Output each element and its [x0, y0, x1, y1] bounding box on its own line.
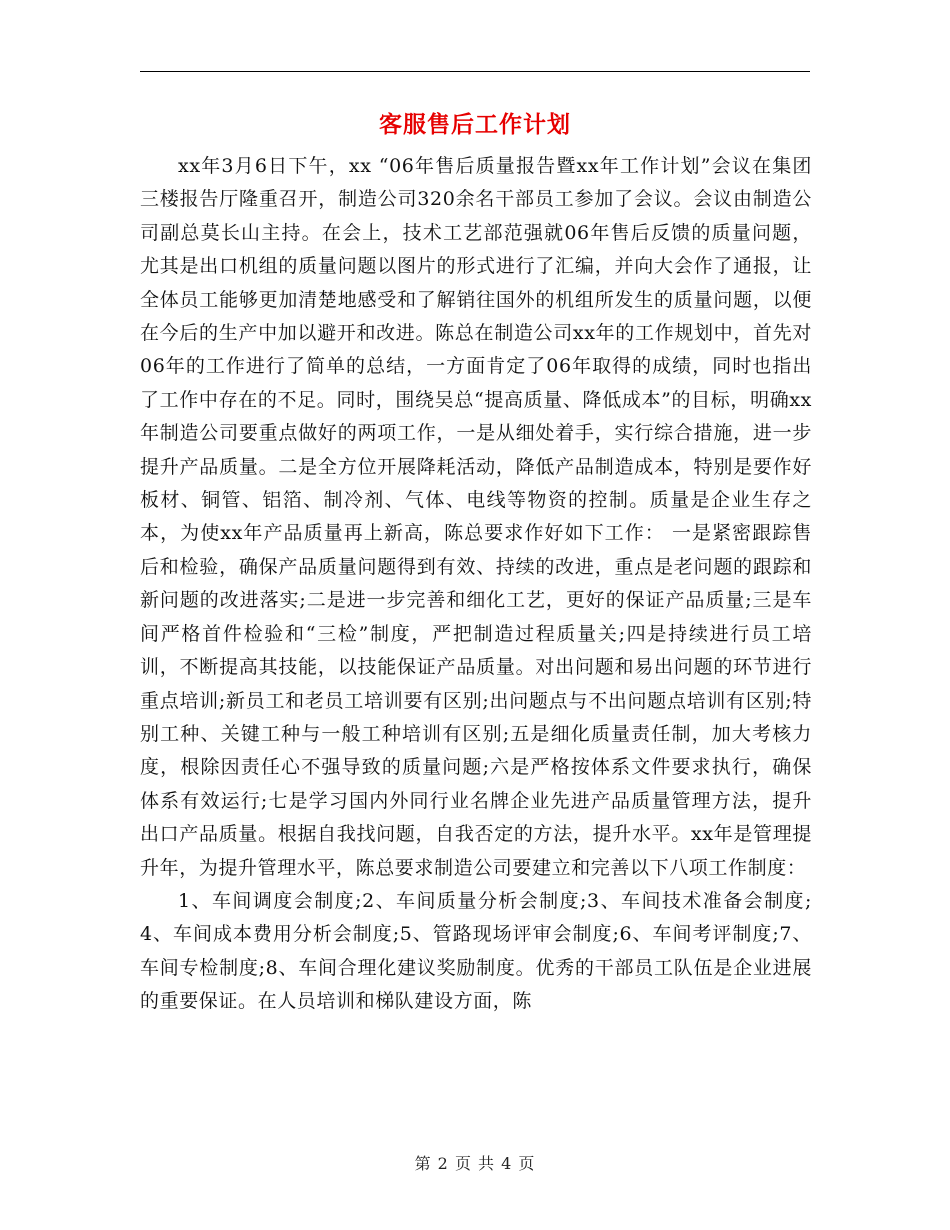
- header-rule: [140, 71, 810, 72]
- body-paragraph-1: xx年3月6日下午，xx “06年售后质量报告暨xx年工作计划”会议在集团三楼报告厅隆重召开，制造公司320余名干部员工参加了会议。会议由制造公司副总莫长山主持。在会上，技术工艺部范强就06年售后反馈的质量问题，尤其是出口机组的质量问题以图片的形式进行了汇编，并向大会作了通报，让全体员工能够更加清楚地感受和了解销往国外的机组所发生的质量问题，以便在今后的生产中加以避开和改进。陈总在制造公司xx年的工作规划中，首先对06年的工作进行了简单的总结，一方面肯定了06年取得的成绩，同时也指出了工作中存在的不足。同时，围绕吴总“提高质量、降低成本”的目标，明确xx年制造公司要重点做好的两项工作，一是从细处着手，实行综合措施，进一步提升产品质量。二是全方位开展降耗活动，降低产品制造成本，特别是要作好板材、铜管、铝箔、制冷剂、气体、电线等物资的控制。质量是企业生存之本，为使xx年产品质量再上新高，陈总要求作好如下工作： 一是紧密跟踪售后和检验，确保产品质量问题得到有效、持续的改进，重点是老问题的跟踪和新问题的改进落实;二是进一步完善和细化工艺，更好的保证产品质量;三是车间严格首件检验和“三检”制度，严把制造过程质量关;四是持续进行员工培训，不断提高其技能，以技能保证产品质量。对出问题和易出问题的环节进行重点培训;新员工和老员工培训要有区别;出问题点与不出问题点培训有区别;特别工种、关键工种与一般工种培训有区别;五是细化质量责任制，加大考核力度，根除因责任心不强导致的质量问题;六是严格按体系文件要求执行，确保体系有效运行;七是学习国内外同行业名牌企业先进产品质量管理方法，提升出口产品质量。根据自我找问题，自我否定的方法，提升水平。xx年是管理提升年，为提升管理水平，陈总要求制造公司要建立和完善以下八项工作制度：: [140, 155, 812, 879]
- document-title: 客服售后工作计划: [379, 111, 571, 138]
- page-number-footer: 第 2 页 共 4 页: [414, 1154, 536, 1173]
- document-body: [140, 150, 812, 1019]
- body-paragraph-2: 1、车间调度会制度;2、车间质量分析会制度;3、车间技术准备会制度;4、车间成本费用分析会制度;5、管路现场评审会制度;6、车间考评制度;7、车间专检制度;8、车间合理化建议奖励制度。优秀的干部员工队伍是企业进展的重要保证。在人员培训和梯队建设方面，陈: [140, 889, 812, 1013]
